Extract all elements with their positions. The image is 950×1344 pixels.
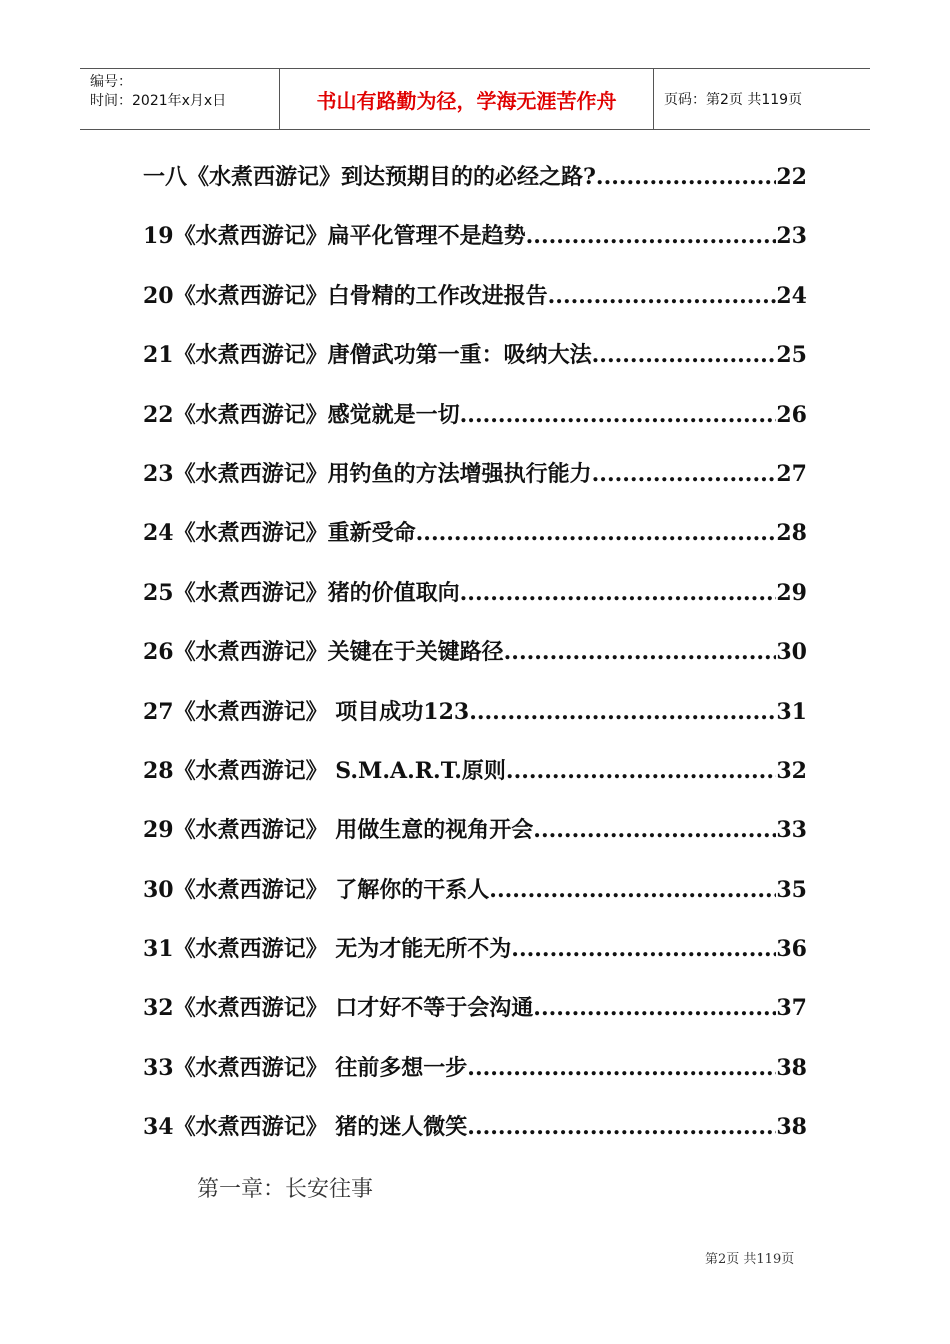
toc-leader-dots bbox=[469, 699, 776, 725]
toc-entry-title: 30《水煮西游记》 了解你的干系人 bbox=[143, 876, 490, 903]
toc-leader-dots bbox=[548, 283, 777, 309]
toc-entry-title: 25《水煮西游记》猪的价值取向 bbox=[143, 579, 460, 606]
toc-entry-page: 38 bbox=[776, 1054, 807, 1081]
toc-entry-title: 20《水煮西游记》白骨精的工作改进报告 bbox=[143, 282, 548, 309]
toc-entry[interactable] bbox=[143, 279, 807, 338]
toc-entry[interactable] bbox=[143, 457, 807, 516]
toc-leader-dots bbox=[467, 1114, 776, 1140]
toc-entry-page: 22 bbox=[776, 164, 807, 190]
toc-leader-dots bbox=[506, 758, 776, 784]
header-page-info: 页码：第2页 共119页 bbox=[664, 92, 803, 108]
toc-entry-page: 35 bbox=[776, 876, 807, 903]
page-footer: 第2页 共119页 bbox=[705, 1252, 795, 1267]
header-meta bbox=[80, 69, 280, 129]
toc-entry[interactable] bbox=[143, 813, 807, 872]
toc-entry[interactable] bbox=[143, 873, 807, 932]
toc-leader-dots bbox=[460, 402, 777, 428]
toc-entry-title: 34《水煮西游记》 猪的迷人微笑 bbox=[143, 1114, 468, 1141]
toc-entry-page: 26 bbox=[776, 401, 807, 428]
toc-entry[interactable] bbox=[143, 1051, 807, 1110]
toc-entry[interactable] bbox=[143, 695, 807, 754]
toc-entry-page: 24 bbox=[776, 282, 807, 309]
toc-entry[interactable] bbox=[143, 338, 807, 397]
toc-entry[interactable] bbox=[143, 754, 807, 813]
toc-entry-title: 24《水煮西游记》重新受命 bbox=[143, 520, 416, 547]
toc-entry[interactable] bbox=[143, 219, 807, 278]
toc-entry-page: 33 bbox=[776, 817, 807, 844]
toc-entry-title: 33《水煮西游记》 往前多想一步 bbox=[143, 1054, 468, 1081]
toc-entry-title: 一八《水煮西游记》到达预期目的的必经之路? bbox=[143, 164, 596, 190]
table-of-contents bbox=[143, 160, 807, 1170]
toc-entry-title: 21《水煮西游记》唐僧武功第一重：吸纳大法 bbox=[143, 342, 592, 369]
toc-entry-page: 27 bbox=[776, 460, 807, 487]
toc-entry-page: 28 bbox=[776, 520, 807, 547]
toc-entry-title: 29《水煮西游记》 用做生意的视角开会 bbox=[143, 817, 534, 844]
toc-entry-page: 30 bbox=[776, 639, 807, 666]
toc-entry[interactable] bbox=[143, 932, 807, 991]
toc-entry-page: 23 bbox=[776, 223, 807, 250]
toc-leader-dots bbox=[416, 520, 777, 546]
toc-entry-title: 19《水煮西游记》扁平化管理不是趋势 bbox=[143, 223, 526, 250]
toc-leader-dots bbox=[511, 936, 776, 962]
header-number-label: 编号： bbox=[90, 74, 132, 90]
toc-leader-dots bbox=[489, 877, 776, 903]
toc-leader-dots bbox=[504, 639, 777, 665]
toc-entry[interactable] bbox=[143, 635, 807, 694]
toc-entry-page: 37 bbox=[776, 995, 807, 1022]
toc-entry-title: 22《水煮西游记》感觉就是一切 bbox=[143, 401, 460, 428]
toc-entry-title: 27《水煮西游记》 项目成功123 bbox=[143, 698, 470, 725]
toc-entry-page: 29 bbox=[776, 579, 807, 606]
toc-leader-dots bbox=[526, 223, 777, 249]
toc-entry[interactable] bbox=[143, 516, 807, 575]
header-motto: 书山有路勤为径，学海无涯苦作舟 bbox=[280, 69, 654, 129]
toc-leader-dots bbox=[533, 995, 776, 1021]
toc-entry-page: 36 bbox=[776, 936, 807, 963]
chapter-heading: 第一章：长安往事 bbox=[197, 1177, 374, 1202]
toc-entry-page: 38 bbox=[776, 1114, 807, 1141]
toc-entry-page: 31 bbox=[776, 698, 807, 725]
toc-leader-dots bbox=[460, 580, 777, 606]
toc-entry[interactable] bbox=[143, 991, 807, 1050]
toc-entry-title: 23《水煮西游记》用钓鱼的方法增强执行能力 bbox=[143, 460, 592, 487]
toc-entry[interactable] bbox=[143, 160, 807, 219]
toc-leader-dots bbox=[596, 164, 776, 190]
toc-entry-title: 31《水煮西游记》 无为才能无所不为 bbox=[143, 936, 512, 963]
toc-leader-dots bbox=[533, 817, 776, 843]
toc-entry-title: 32《水煮西游记》 口才好不等于会沟通 bbox=[143, 995, 534, 1022]
toc-entry-page: 32 bbox=[776, 757, 807, 784]
toc-leader-dots bbox=[467, 1055, 776, 1081]
page-header bbox=[80, 68, 870, 130]
toc-entry[interactable] bbox=[143, 576, 807, 635]
toc-entry-title: 28《水煮西游记》 S.M.A.R.T.原则 bbox=[143, 757, 506, 784]
toc-entry[interactable] bbox=[143, 398, 807, 457]
toc-leader-dots bbox=[592, 461, 777, 487]
header-time-label: 时间：2021年x月x日 bbox=[90, 93, 227, 109]
toc-entry[interactable] bbox=[143, 1110, 807, 1169]
toc-entry-page: 25 bbox=[776, 342, 807, 369]
toc-leader-dots bbox=[592, 342, 777, 368]
toc-entry-title: 26《水煮西游记》关键在于关键路径 bbox=[143, 639, 504, 666]
